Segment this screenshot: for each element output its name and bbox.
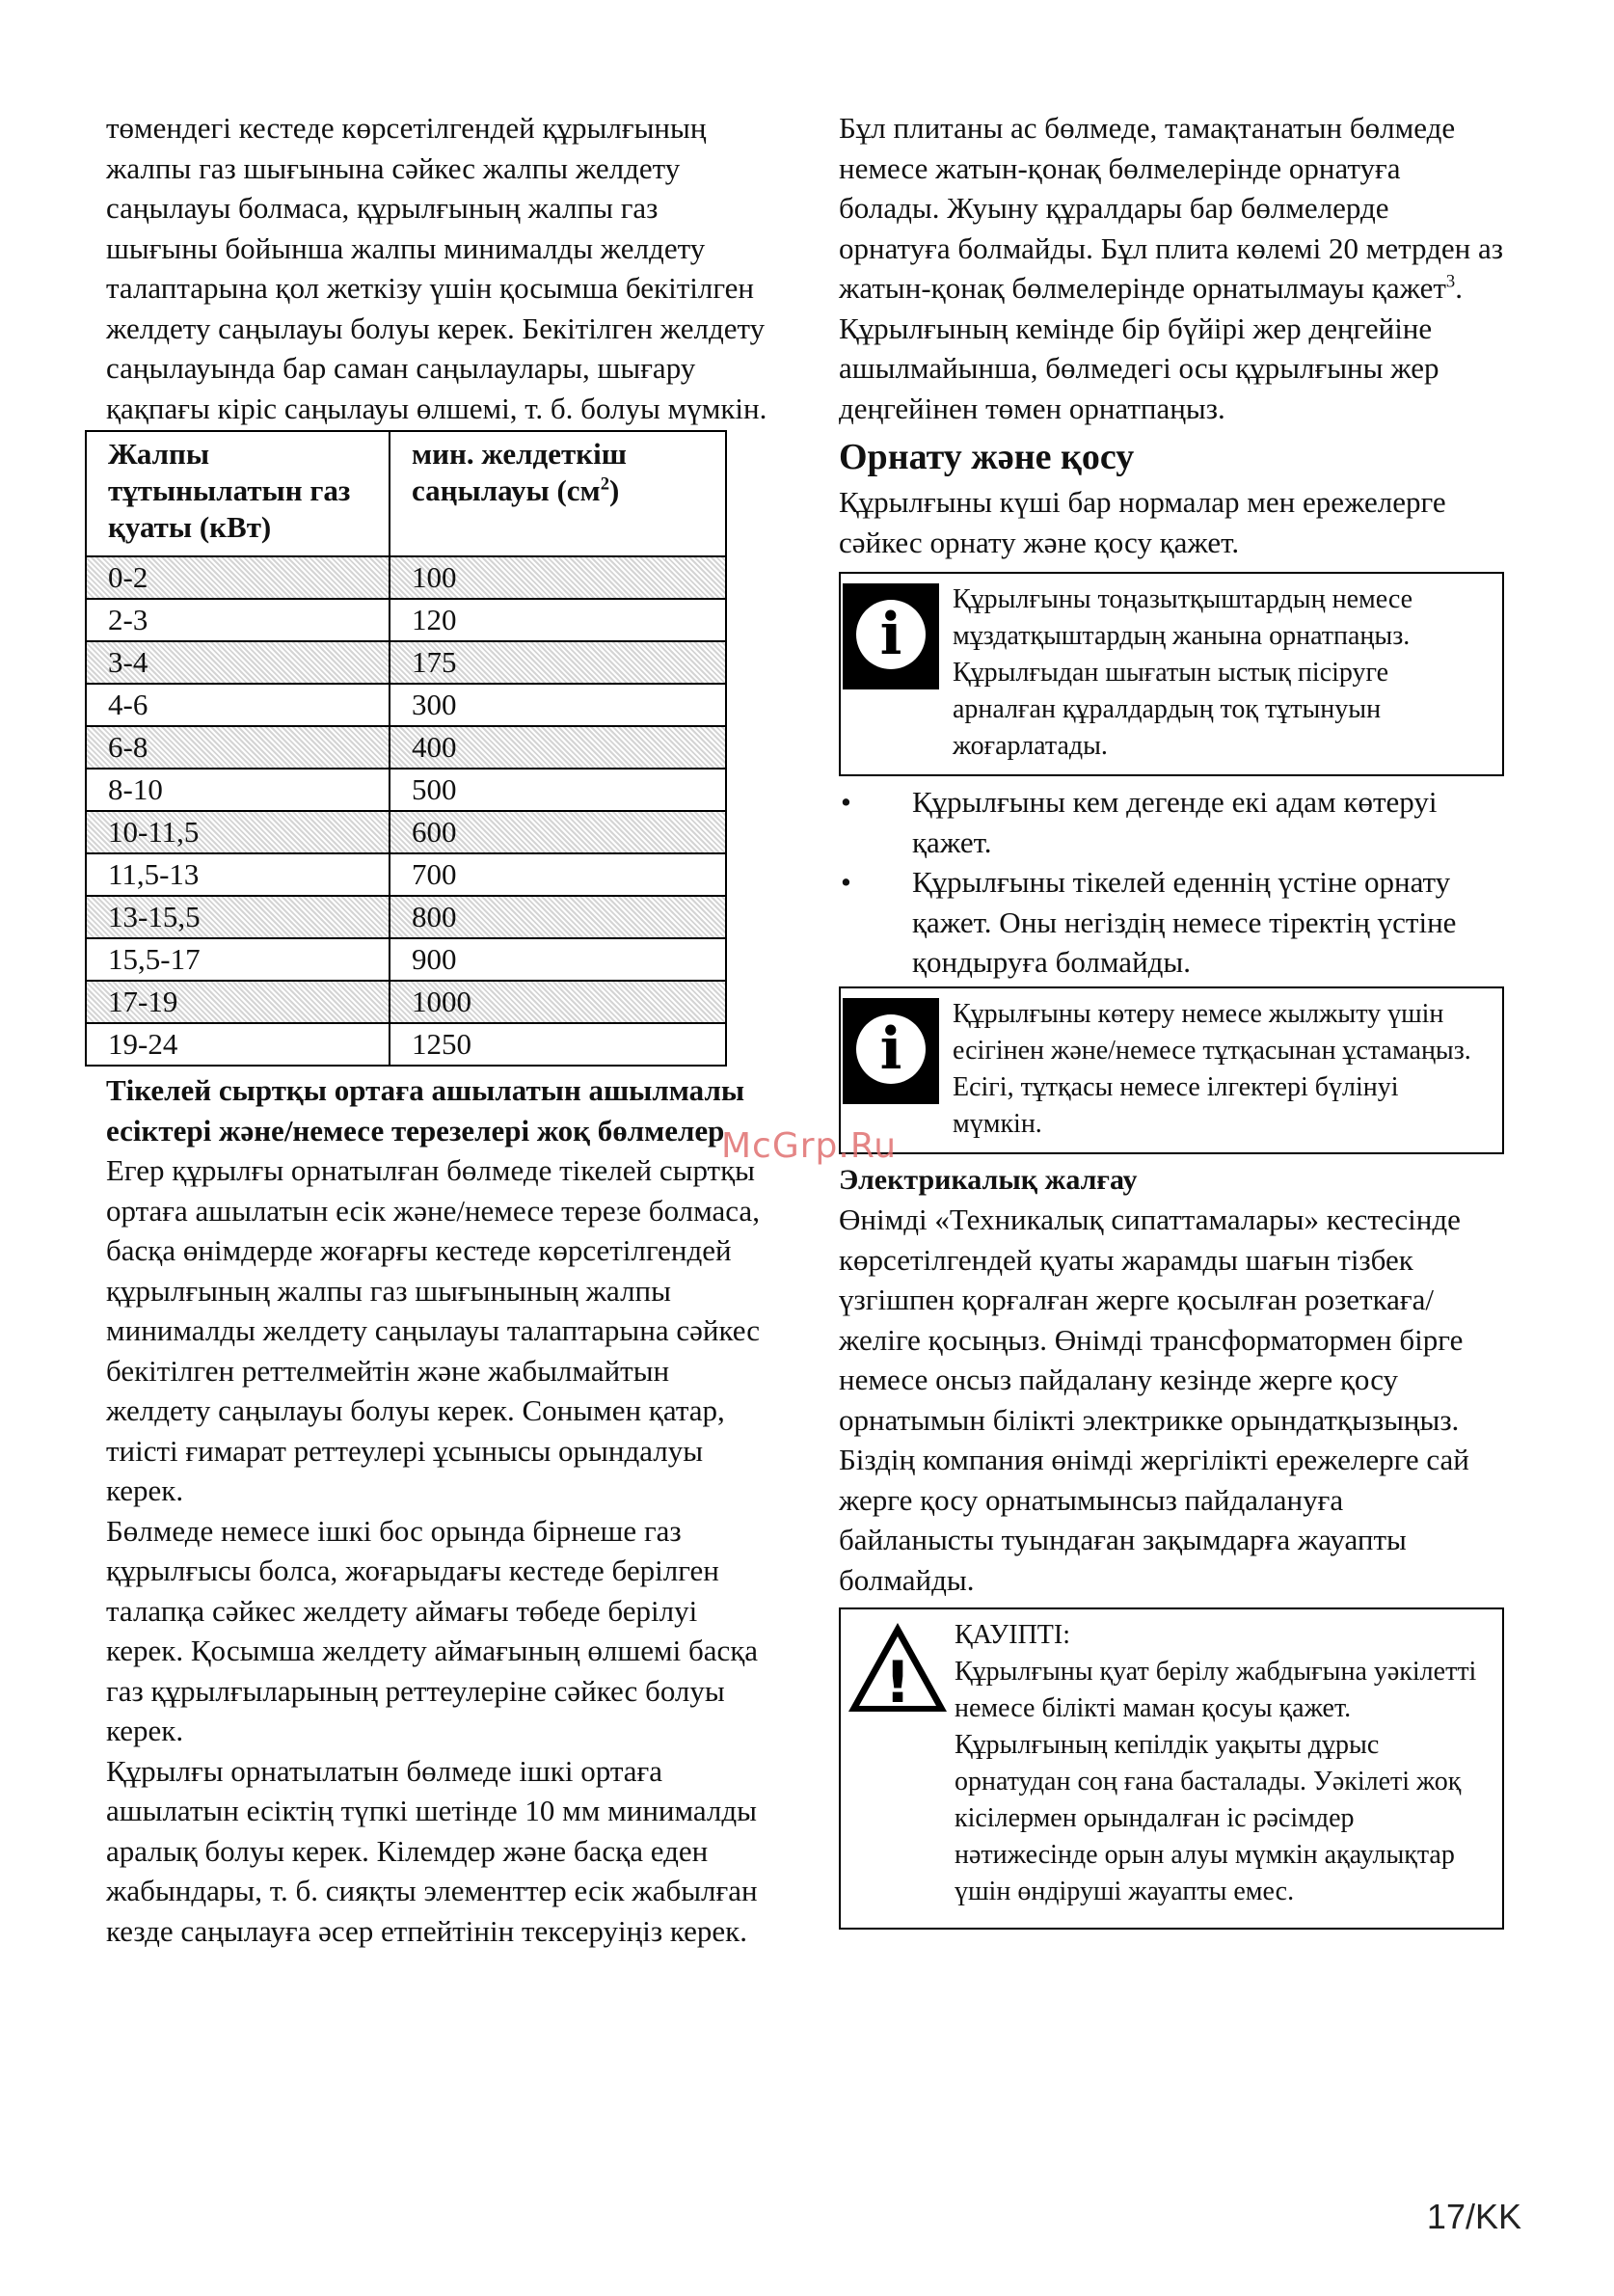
header-vent-area: мин. желдеткіш саңылауы $(см^2)$ — [390, 431, 726, 556]
section-heading: Орнату және қосу — [839, 437, 1135, 477]
cell-gas-power: 13-15,5 — [86, 896, 390, 938]
page-number: 17/KK — [1426, 2197, 1521, 2236]
info-box-2-text: Құрылғыны көтеру немесе жылжыту үшін есігінен және/немесе тұтқасынан ұстамаңыз. Есігі, тұтқасы немесе ілгектері бүлінуі мүмкін. — [953, 998, 1471, 1139]
intro-paragraph: төмендегі кестеде көрсетілгендей құрылғының жалпы газ шығынына сәйкес жалпы желдету саңылауы болмаса, құрылғының жалпы газ шығыны бойынша жалпы минималды желдету талаптарына қол жеткізу үшін қосымша бекітілген желдету саңылауы болуы керек. Бекітілген желдету саңылауында бар саман саңылаулары, шығару қақпағы кіріс саңылауы өлшемі, т. б. болуы мүмкін. — [106, 111, 767, 425]
electric-heading: Электрикалық жалғау — [839, 1163, 1138, 1196]
table-row — [86, 853, 726, 896]
table-row — [86, 726, 726, 769]
cell-vent-area: 1000 — [390, 981, 726, 1023]
cell-vent-area: 600 — [390, 811, 726, 853]
cell-gas-power: 4-6 — [86, 684, 390, 726]
list-item: • Құрылғыны кем дегенде екі адам көтеруі қажет. — [841, 785, 1438, 859]
left-column — [106, 108, 771, 1951]
heading-paragraph: Құрылғыны күші бар нормалар мен ережелерге сәйкес орнату және қосу қажет. — [839, 485, 1446, 559]
table-row — [86, 896, 726, 938]
table-row — [86, 599, 726, 641]
cell-gas-power: 17-19 — [86, 981, 390, 1023]
table-row — [86, 981, 726, 1023]
cell-vent-area: 900 — [390, 938, 726, 981]
cell-vent-area: 800 — [390, 896, 726, 938]
cell-gas-power: 15,5-17 — [86, 938, 390, 981]
warning-text: Құрылғыны қуат берілу жабдығына уәкілетті немесе білікті маман қосуы қажет. Құрылғының кепілдік уақыты дұрыс орнатудан соң ғана басталады. Уәкілеті жоқ кісілермен орындалған іс рәсімдер нәтижесінде орын алуы мүмкін ақаулықтар үшін өндіруші жауапты емес. — [955, 1657, 1477, 1906]
cell-vent-area: 500 — [390, 769, 726, 811]
watermark: McGrp.Ru — [721, 1126, 898, 1166]
warning-title: ҚАУІПТІ: — [955, 1620, 1071, 1650]
cell-gas-power: 10-11,5 — [86, 811, 390, 853]
cell-gas-power: 19-24 — [86, 1023, 390, 1066]
cell-gas-power: 8-10 — [86, 769, 390, 811]
body-paragraph-3: Құрылғы орнатылатын бөлмеде ішкі ортаға ашылатын есіктің түпкі шетінде 10 мм минималды аралық болуы керек. Кілемдер және басқа еден жабындары, т. б. сияқты элементтер есік жабылған кезде саңылауға әсер етпейтінін тексеруіңіз керек. — [106, 1753, 758, 1948]
cell-gas-power: 11,5-13 — [86, 853, 390, 896]
table-row — [86, 641, 726, 684]
table-row — [86, 556, 726, 599]
cell-vent-area: 100 — [390, 556, 726, 599]
electric-paragraph: Өнімді «Техникалық сипаттамалары» кестесінде көрсетілгендей қуаты жарамды шағын тізбек үзгішпен қорғалған жерге қосылған розеткаға/желіге қосыңыз. Өнімді трансформатормен бірге немесе онсыз пайдалану кезінде жерге қосу орнатымын білікті электрикке орындатқызыңыз. Біздің компания өнімді жергілікті ережелерге сай жерге қосу орнатымынсыз пайдалануға байланысты туындаған зақымдарға жауапты болмайды. — [839, 1202, 1469, 1597]
cell-gas-power: 2-3 — [86, 599, 390, 641]
ventilation-table — [85, 430, 727, 1067]
table-row — [86, 938, 726, 981]
info-box-1 — [839, 572, 1504, 776]
warning-box — [839, 1607, 1504, 1930]
warning-triangle-icon — [845, 1619, 951, 1715]
bullet-list — [839, 782, 1504, 983]
cell-vent-area: 400 — [390, 726, 726, 769]
cell-gas-power: 0-2 — [86, 556, 390, 599]
table-row — [86, 1023, 726, 1066]
right-column — [839, 108, 1504, 1935]
cell-gas-power: 6-8 — [86, 726, 390, 769]
svg-text:!: ! — [884, 1649, 911, 1715]
room-paragraph: Бұл плитаны ас бөлмеде, тамақтанатын бөлмеде немесе жатын-қонақ бөлмелерінде орнатуға болады. Жуыну құралдары бар бөлмелерде орнатуға болмайды. Бұл плита көлемі 20 метрден аз жатын-қонақ бөлмелерінде орнатылмауы қажет$^3$. Құрылғының кемінде бір бүйірі жер деңгейіне ашылмайынша, бөлмедегі осы құрылғыны жер деңгейінен төмен орнатпаңыз. — [839, 111, 1503, 425]
section-subheading: Тікелей сыртқы ортаға ашылатын ашылмалы есіктері және/немесе терезелері жоқ бөлмелер — [106, 1073, 745, 1148]
info-box-1-text: Құрылғыны тоңазытқыштардың немесе мұздатқыштардың жанына орнатпаңыз. Құрылғыдан шығатын ыстық пісіруге арналған құралдардың тоқ тұтынуын жоғарлатады. — [953, 584, 1413, 761]
cell-vent-area: 1250 — [390, 1023, 726, 1066]
info-icon: i — [843, 998, 939, 1104]
cell-vent-area: 700 — [390, 853, 726, 896]
body-paragraph-2: Бөлмеде немесе ішкі бос орында бірнеше газ құрылғысы болса, жоғарыдағы кестеде берілген талапқа сәйкес желдету аймағы төбеде берілуі керек. Қосымша желдету аймағының өлшемі басқа газ құрылғыларының реттеулеріне сәйкес болуы керек. — [106, 1513, 759, 1747]
table-header-row — [86, 431, 726, 556]
body-paragraph-1: Егер құрылғы орнатылған бөлмеде тікелей сыртқы ортаға ашылатын есік және/немесе терезе болмаса, басқа өнімдерде жоғарғы кестеде көрсетілгендей құрылғының жалпы газ шығынының жалпы минималды желдету саңылауы талаптарына сәйкес бекітілген реттелмейтін және жабылмайтын желдету саңылауы болуы керек. Сонымен қатар, тиісті ғимарат реттеулері ұсынысы орындалуы керек. — [106, 1153, 761, 1507]
list-item: • Құрылғыны тікелей еденнің үстіне орнату қажет. Оны негіздің немесе тіректің үстіне қондыруға болмайды. — [841, 865, 1457, 979]
info-icon: i — [843, 583, 939, 689]
cell-vent-area: 300 — [390, 684, 726, 726]
header-gas-power: Жалпы тұтынылатын газ қуаты (кВт) — [86, 431, 390, 556]
table-row — [86, 769, 726, 811]
table-row — [86, 811, 726, 853]
cell-gas-power: 3-4 — [86, 641, 390, 684]
cell-vent-area: 120 — [390, 599, 726, 641]
table-row — [86, 684, 726, 726]
cell-vent-area: 175 — [390, 641, 726, 684]
info-box-2 — [839, 986, 1504, 1154]
